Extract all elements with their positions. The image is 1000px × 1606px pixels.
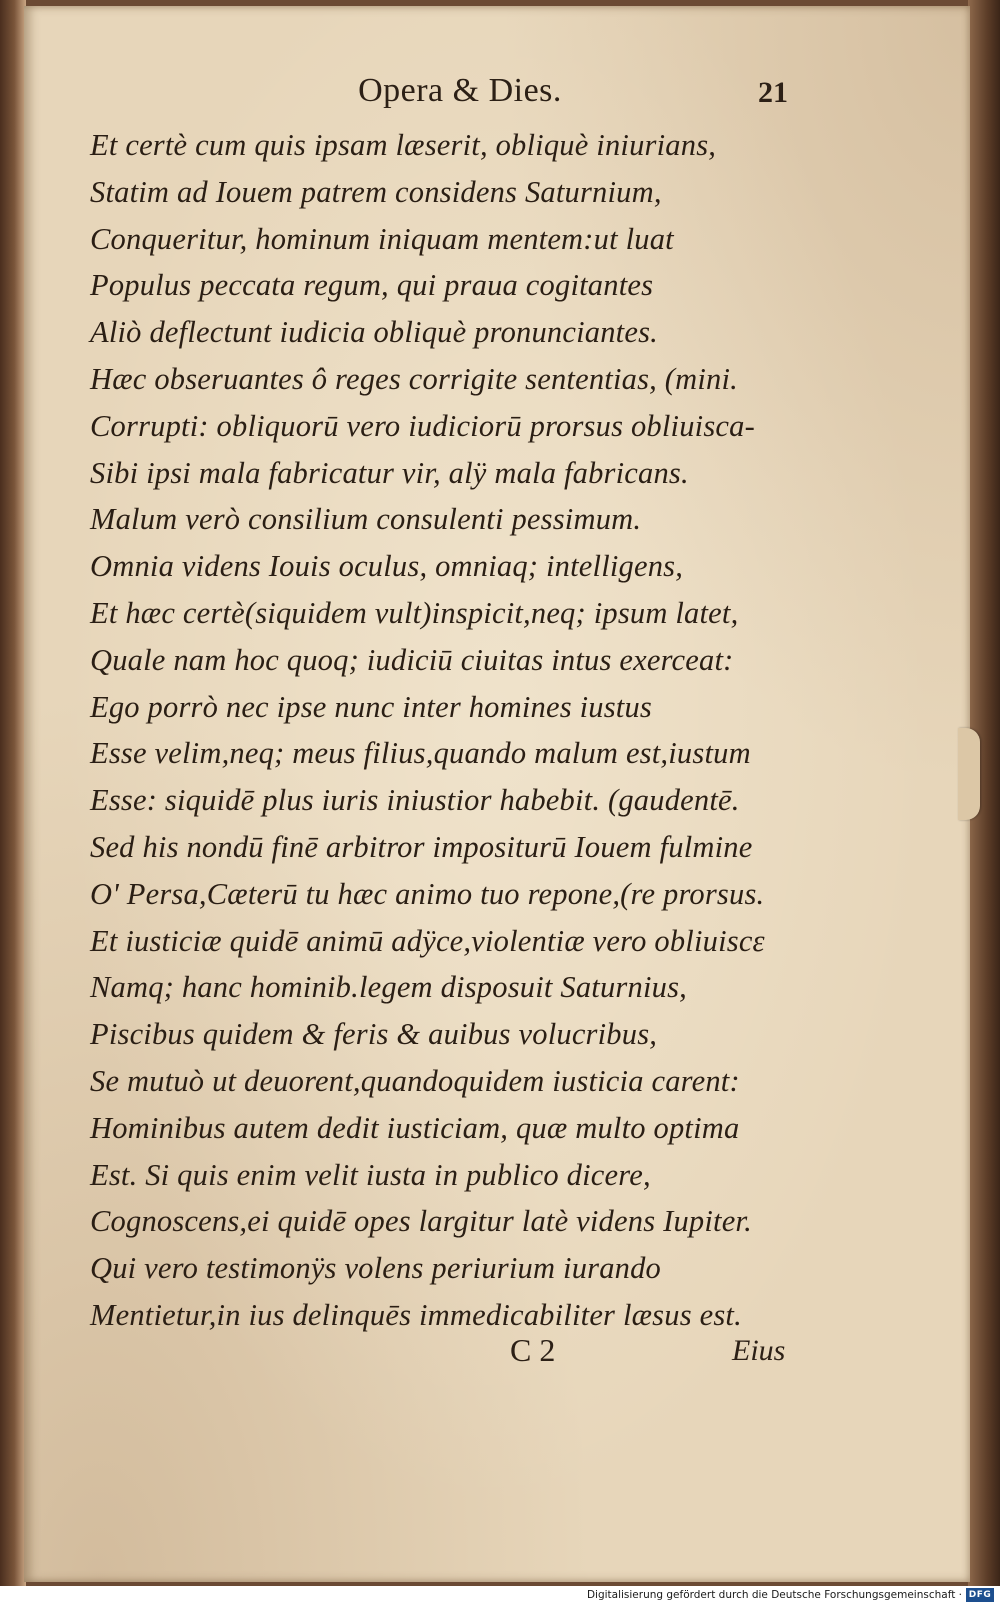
verse-line: Est. Si quis enim velit iusta in publico dicere, <box>90 1157 651 1192</box>
verse-line: Omnia videns Iouis oculus, omniaq; intelligens, <box>90 549 684 584</box>
catchword: Eius <box>732 1334 786 1367</box>
left-binding-edge <box>0 0 26 1586</box>
verse-line: Cognoscens,ei quidē opes largitur latè videns Iupiter. <box>90 1204 752 1239</box>
verse-line: Conqueritur, hominum iniquam mentem:ut luat <box>90 221 674 256</box>
verse-line: O' Persa,Cæterū tu hæc animo tuo repone,(re prorsus. <box>90 876 765 911</box>
verse-line: Et iusticiæ quidē animū adÿce,violentiæ vero obliuiscε <box>90 923 765 958</box>
page-number: 21 <box>758 76 788 109</box>
verse-line: Sibi ipsi mala fabricatur vir, alÿ mala fabricans. <box>90 455 689 490</box>
verse-line: Malum verò consilium consulenti pessimum. <box>90 502 642 537</box>
verse-line: Namq; hanc hominib.legem disposuit Saturnius, <box>90 970 687 1005</box>
verse-line: Corrupti: obliquorū vero iudiciorū prorsus obliuisca- <box>90 408 755 443</box>
verse-line: Piscibus quidem & feris & auibus volucribus, <box>90 1017 658 1052</box>
verse-line: Aliò deflectunt iudicia obliquè pronunciantes. <box>90 315 658 350</box>
verse-line: Esse: siquidē plus iuris iniustior habebit. (gaudentē. <box>90 783 740 818</box>
verse-line: Et hæc certè(siquidem vult)inspicit,neq; ipsum latet, <box>90 595 739 630</box>
verse-line: Sed his nondū finē arbitror impositurū Iouem fulmine <box>90 829 753 864</box>
signature-mark: C 2 <box>510 1332 556 1368</box>
verse-line: Se mutuò ut deuorent,quandoquidem iusticia carent: <box>90 1063 740 1098</box>
verse-line: Esse velim,neq; meus filius,quando malum est,iustum <box>90 736 751 771</box>
verse-line: Hæc obseruantes ô reges corrigite sententias, (mini. <box>90 361 738 396</box>
verse-line: Quale nam hoc quoq; iudiciū ciuitas intus exerceat: <box>90 642 734 677</box>
running-head: Opera & Dies. <box>358 72 562 109</box>
dfg-logo: DFG <box>966 1588 994 1602</box>
verse-line: Et certè cum quis ipsam læserit, obliquè iniurians, <box>90 128 717 162</box>
verse-line: Hominibus autem dedit iusticiam, quæ multo optima <box>90 1110 740 1145</box>
verse-line: Ego porrò nec ipse nunc inter homines iustus <box>90 689 652 724</box>
digitization-credit: Digitalisierung gefördert durch die Deutsche Forschungsgemeinschaft · <box>586 1589 962 1601</box>
verse-line: Qui vero testimonÿs volens periurium iurando <box>90 1251 662 1286</box>
page-edge-tab <box>958 728 980 820</box>
verse-text <box>90 122 830 1339</box>
verse-line: Populus peccata regum, qui praua cogitantes <box>90 268 654 303</box>
verse-line: Mentietur,in ius delinquēs immedicabiliter læsus est. <box>90 1297 742 1332</box>
verse-line: Statim ad Iouem patrem considens Saturnium, <box>90 174 662 209</box>
